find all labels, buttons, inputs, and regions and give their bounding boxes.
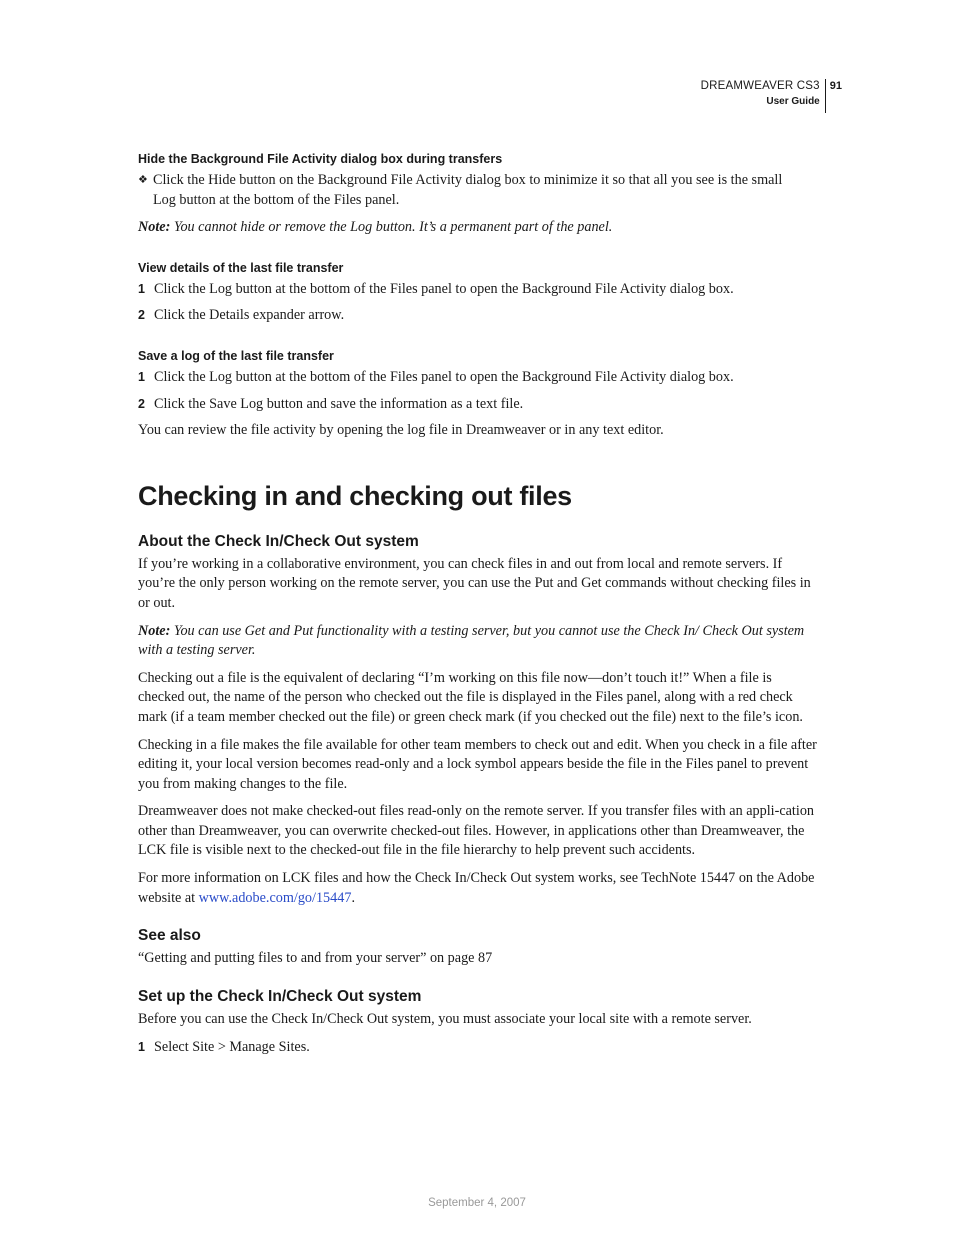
- step-text: Click the Log button at the bottom of the Files panel to open the Background File Activity dialog box.: [154, 280, 734, 297]
- step-item: [138, 280, 818, 300]
- paragraph: You can review the file activity by opening the log file in Dreamweaver or in any text editor.: [138, 422, 664, 439]
- paragraph: Checking in a file makes the file available for other team members to check out and edit. When you check in a file after editing it, your local version becomes read-only and a lock symbol appears beside the file in the Files panel to prevent you from making changes to the file.: [138, 736, 817, 792]
- heading-save-log: Save a log of the last file transfer: [138, 348, 334, 363]
- main-title: Checking in and checking out files: [138, 480, 572, 511]
- step-item: [138, 1038, 818, 1058]
- step-text: Select Site > Manage Sites.: [154, 1039, 310, 1056]
- note-text: You can use Get and Put functionality with a testing server, but you cannot use the Check In/ Check Out system with a testing server.: [138, 622, 805, 659]
- bullet-item: [138, 171, 818, 210]
- note-text: You cannot hide or remove the Log button. It’s a permanent part of the panel.: [173, 219, 613, 236]
- step-text: Click the Log button at the bottom of the Files panel to open the Background File Activity dialog box.: [154, 368, 734, 385]
- step-number: 2: [138, 308, 145, 323]
- paragraph: [138, 869, 818, 908]
- header-product: DREAMWEAVER CS3: [700, 80, 820, 92]
- header-guide: User Guide: [766, 96, 820, 107]
- step-text: Click the Details expander arrow.: [154, 307, 345, 324]
- step-number: 1: [138, 369, 145, 384]
- paragraph-text: For more information on LCK files and how the Check In/Check Out system works, see TechNote 15447 on the Adobe website at: [138, 870, 815, 906]
- heading-setup: Set up the Check In/Check Out system: [138, 987, 422, 1005]
- note-label: Note:: [138, 219, 171, 236]
- paragraph: If you’re working in a collaborative environment, you can check files in and out from local and remote servers. If you’re the only person working on the remote server, you can use the Put and Get commands without checking files in or out.: [138, 555, 811, 611]
- page-number: 91: [829, 80, 842, 92]
- paragraph: Before you can use the Check In/Check Out system, you must associate your local site with a remote server.: [138, 1010, 752, 1027]
- cross-reference[interactable]: “Getting and putting files to and from your server” on page 87: [138, 950, 493, 967]
- diamond-bullet-icon: ❖: [138, 174, 148, 186]
- running-header: [701, 79, 842, 113]
- paragraph: Dreamweaver does not make checked-out files read-only on the remote server. If you transfer files with an appli-cation other than Dreamweaver, you can overwrite checked-out files. However, in applications other than Dreamweaver, the LCK file is visible next to the checked-out file in the file hierarchy to help prevent such accidents.: [138, 803, 815, 859]
- step-number: 1: [138, 281, 145, 296]
- note-paragraph: [138, 218, 818, 238]
- step-item: [138, 306, 818, 326]
- step-item: [138, 368, 818, 388]
- technote-link[interactable]: www.adobe.com/go/15447: [198, 889, 352, 906]
- note-paragraph: [138, 622, 818, 661]
- heading-see-also: See also: [138, 927, 201, 945]
- paragraph-text: .: [351, 889, 355, 906]
- paragraph: Checking out a file is the equivalent of declaring “I’m working on this file now—don’t touch it!” When a file is checked out, the name of the person who checked out the file is displayed in the Files panel, along with a red check mark (if a team member checked out the file) or green check mark (if you checked out the file) next to the file’s icon.: [138, 669, 803, 725]
- footer-date: September 4, 2007: [428, 1197, 526, 1209]
- step-item: [138, 395, 818, 415]
- step-text: Click the Save Log button and save the information as a text file.: [154, 395, 524, 412]
- step-number: 2: [138, 396, 145, 411]
- heading-hide-dialog: Hide the Background File Activity dialog box during transfers: [138, 152, 503, 166]
- step-number: 1: [138, 1040, 145, 1055]
- bullet-text: Click the Hide button on the Background File Activity dialog box to minimize it so that all you see is the small Log button at the bottom of the Files panel.: [153, 172, 783, 208]
- note-label: Note:: [138, 622, 171, 639]
- page-content: [138, 150, 818, 1058]
- heading-about: About the Check In/Check Out system: [138, 532, 419, 550]
- heading-view-details: View details of the last file transfer: [138, 260, 344, 275]
